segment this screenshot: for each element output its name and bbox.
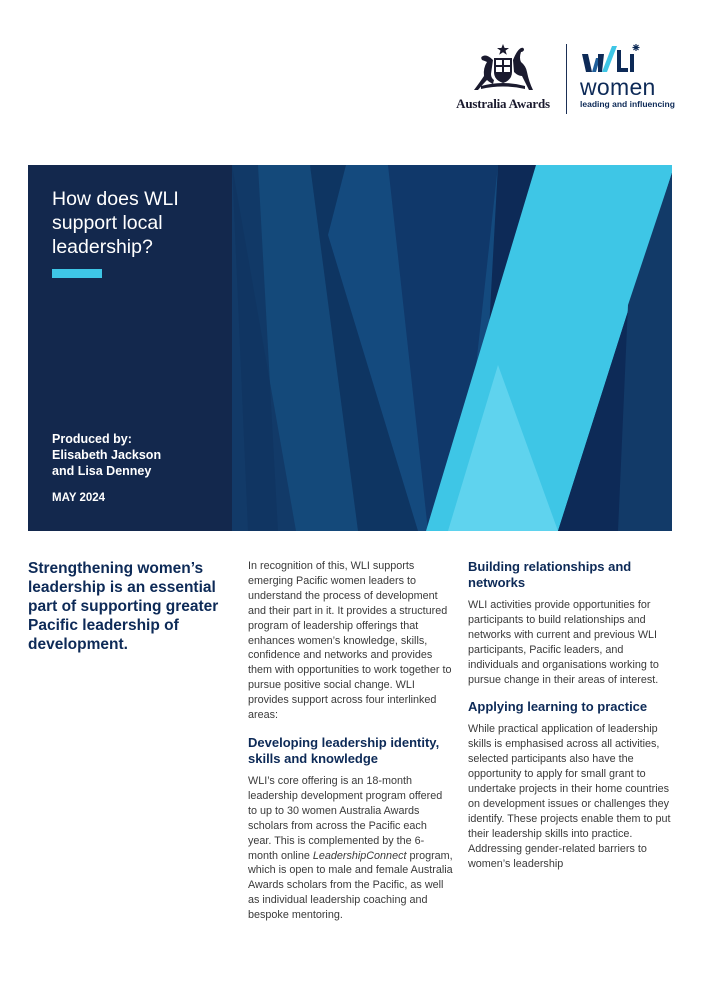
lead-statement: Strengthening women’s leadership is an essential part of supporting greater Pacific leadership of development. <box>28 560 219 653</box>
leadershipconnect-name: LeadershipConnect <box>312 849 407 862</box>
identity-paragraph <box>248 774 453 923</box>
wli-mark-icon <box>580 44 640 76</box>
column-2 <box>248 559 453 923</box>
australia-awards-logo <box>448 42 558 112</box>
relationships-paragraph: WLI activities provide opportunities for participants to build relationships and networks with current and previous WLI participants, Pacific leaders, and individuals and organisations working to pursue change in their areas of interest. <box>468 599 659 686</box>
header-logos <box>440 42 680 122</box>
identity-text-b: program, which is open to male and female Australia Awards scholars from the Pacific, as well as individual leadership coaching and bespoke mentoring. <box>248 849 453 922</box>
wli-logo <box>580 44 680 109</box>
author-line-1: Elisabeth Jackson <box>52 448 162 462</box>
produced-label: Produced by: <box>52 432 132 446</box>
australia-awards-label: Australia Awards <box>456 96 550 111</box>
cover-banner <box>28 165 672 531</box>
intro-paragraph: In recognition of this, WLI supports emerging Pacific women leaders to understand the process of development and their part in it. It provides a structured program of leadership offerings that enhances women’s knowledge, skills, confidence and networks and provides them with opportunities to work together to pursue positive social change. WLI provides support across four interlinked areas: <box>248 560 452 722</box>
practice-paragraph: While practical application of leadership skills is emphasised across all activities, selected participants also have the opportunity to apply for small grant to undertake projects in their home countries on development issues or challenges they identify. These projects enable them to put their leadership skills into practice. Addressing gender-related barriers to women’s leadership <box>468 723 671 870</box>
publication-date: MAY 2024 <box>52 492 106 504</box>
banner-title: How does WLI support local leadership? <box>52 188 179 258</box>
section-heading-relationships: Building relationships and networks <box>468 559 632 590</box>
author-line-2: and Lisa Denney <box>52 464 152 478</box>
section-heading-practice: Applying learning to practice <box>468 699 648 715</box>
logo-divider <box>566 44 567 114</box>
identity-text-a: WLI’s core offering is an 18-month leadership development program offered to up to 30 women Australia Awards scholars from across the Pacific each year. This is complemented by the 6-month online <box>248 774 443 862</box>
wli-word: women <box>580 74 656 100</box>
column-3 <box>468 559 673 872</box>
wli-tagline: leading and influencing <box>580 99 675 109</box>
title-accent-bar <box>52 269 102 278</box>
coat-of-arms-icon <box>467 42 539 94</box>
column-1 <box>28 559 228 654</box>
section-heading-identity: Developing leadership identity, skills and knowledge <box>248 734 440 766</box>
produced-by <box>52 431 222 479</box>
